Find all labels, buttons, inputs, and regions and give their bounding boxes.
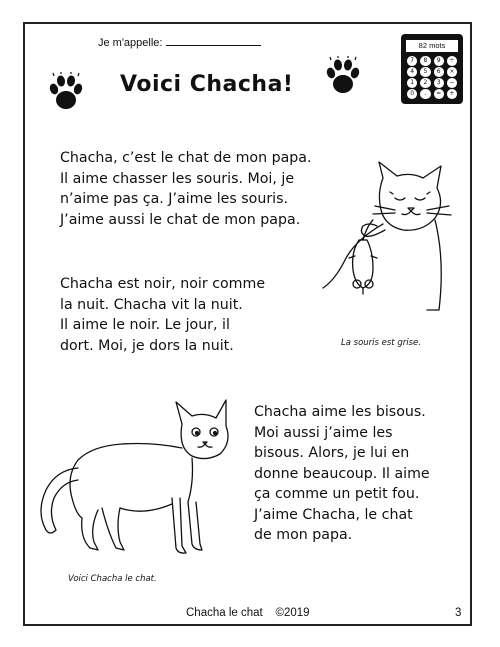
text-line: Chacha, c’est le chat de mon papa.	[60, 150, 312, 166]
paw-print-left-icon	[48, 72, 84, 112]
name-line	[98, 35, 261, 49]
text-line: J’aime Chacha, le chat	[254, 506, 413, 523]
calc-key: 8	[420, 56, 430, 66]
paragraph-3	[254, 402, 430, 546]
calc-key: 5	[420, 67, 430, 77]
calc-key: .	[420, 89, 430, 99]
text-line: de mon papa.	[254, 527, 353, 543]
calc-key: 2	[420, 78, 430, 88]
calc-key: 7	[407, 56, 417, 66]
word-count-calculator-icon	[401, 34, 463, 104]
page-title: Voici Chacha!	[120, 72, 294, 97]
standing-cat-illustration	[32, 398, 232, 568]
page-number: 3	[455, 607, 462, 619]
calc-key: =	[434, 89, 444, 99]
text-line: J’aime aussi le chat de mon papa.	[60, 211, 301, 228]
text-line: dort. Moi, je dors la nuit.	[60, 337, 234, 354]
calc-key: 4	[407, 67, 417, 77]
word-count: 82 mots	[406, 40, 458, 52]
calc-key: 6	[434, 67, 444, 77]
calc-key: −	[447, 78, 457, 88]
text-line: Chacha est noir, noir comme	[60, 276, 266, 292]
calc-key: 0	[407, 89, 417, 99]
calc-key: 1	[407, 78, 417, 88]
paw-print-right-icon	[325, 56, 361, 96]
cat-caption: Voici Chacha le chat.	[68, 574, 157, 584]
calc-key: ×	[447, 67, 457, 77]
cat-with-mouse-illustration	[315, 160, 455, 330]
text-line: Il aime chasser les souris. Moi, je	[60, 170, 295, 187]
calc-key: ÷	[447, 56, 457, 66]
text-line: n’aime pas ça. J’aime les souris.	[60, 191, 289, 207]
mouse-caption: La souris est grise.	[341, 338, 421, 348]
text-line: la nuit. Chacha vit la nuit.	[60, 296, 243, 313]
footer-text: Chacha le chat ©2019	[186, 607, 310, 619]
text-line: donne beaucoup. Il aime	[254, 465, 430, 482]
text-line: Il aime le noir. Le jour, il	[60, 317, 230, 333]
calc-key: 3	[434, 78, 444, 88]
text-line: bisous. Alors, je lui en	[254, 445, 410, 461]
name-blank	[166, 35, 261, 46]
calculator-keys	[406, 56, 458, 99]
calc-key: +	[447, 89, 457, 99]
paragraph-2	[60, 274, 265, 356]
name-label: Je m'appelle:	[98, 37, 163, 49]
calc-key: 9	[434, 56, 444, 66]
text-line: Chacha aime les bisous.	[254, 404, 426, 420]
text-line: ça comme un petit fou.	[254, 486, 420, 502]
text-line: Moi aussi j’aime les	[254, 424, 393, 441]
paragraph-1	[60, 148, 312, 230]
